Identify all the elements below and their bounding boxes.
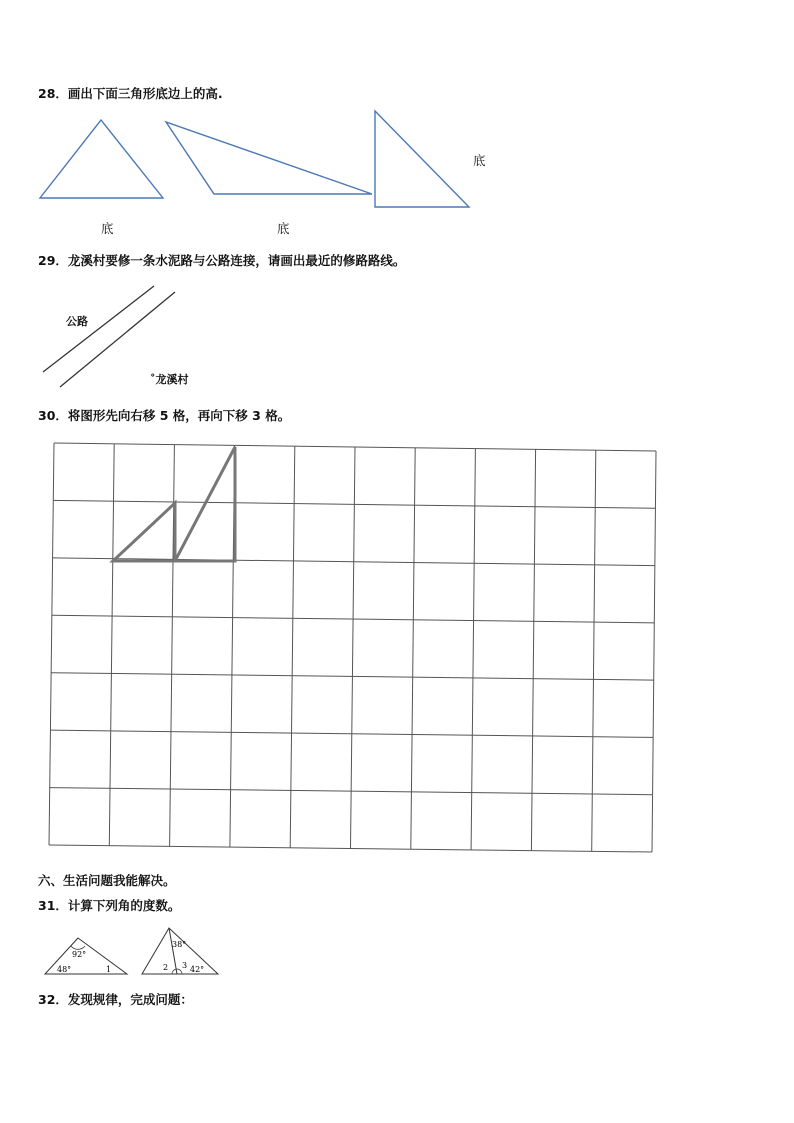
village-label: ˚龙溪村 [150, 373, 189, 386]
base-label-2: 底 [277, 221, 290, 236]
angle-triangle-2 [142, 928, 218, 974]
q30-title: 30．将图形先向右移 5 格，再向下移 3 格。 [38, 408, 291, 423]
q32-title: 32．发现规律，完成问题： [38, 992, 193, 1007]
q29-title: 29．龙溪村要修一条水泥路与公路连接，请画出最近的修路路线。 [38, 253, 406, 268]
q28-title: 28．画出下面三角形底边上的高. [38, 86, 223, 101]
road-label: 公路 [66, 315, 88, 328]
angle-38: 38° [172, 940, 187, 949]
angle-92: 92° [72, 950, 87, 959]
angle-42: 42° [190, 965, 205, 974]
angle-48: 48° [57, 965, 72, 974]
angle-3: 3 [182, 961, 188, 970]
section6-title: 六、生活问题我能解决。 [38, 873, 176, 888]
angle-2: 2 [163, 963, 169, 972]
base-label-1: 底 [101, 221, 114, 236]
base-label-3: 底 [473, 153, 486, 168]
q31-title: 31．计算下列角的度数。 [38, 898, 181, 913]
angle-1: 1 [106, 965, 112, 974]
